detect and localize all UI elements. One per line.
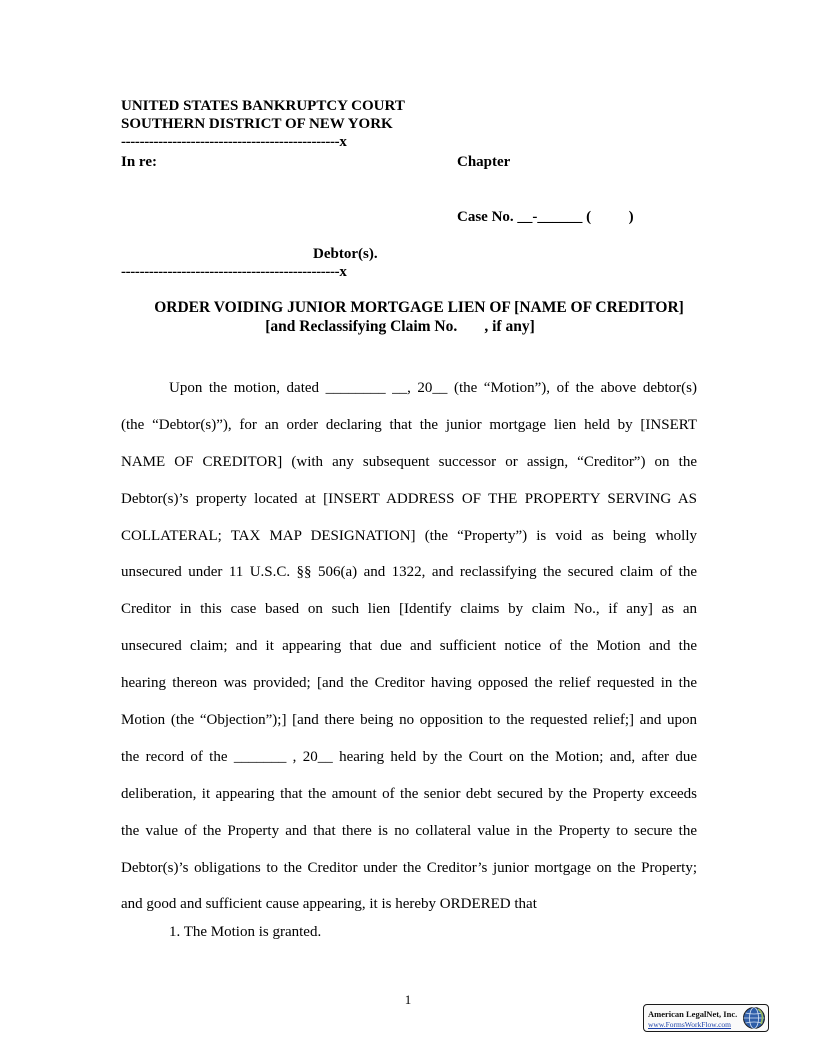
body-line: hearing thereon was provided; [and the Creditor having opposed the relief requested in the <box>121 675 697 692</box>
caption-rule-top: -----------------------------------------------x <box>121 134 347 150</box>
court-name: UNITED STATES BANKRUPTCY COURT <box>121 98 405 114</box>
page-number: 1 <box>404 992 412 1007</box>
body-line: unsecured claim; and it appearing that due and sufficient notice of the Motion and the <box>121 638 697 655</box>
order-subtitle: [and Reclassifying Claim No. , if any] <box>265 318 535 335</box>
globe-icon <box>742 1006 766 1030</box>
body-line: Debtor(s)’s obligations to the Creditor under the Creditor’s junior mortgage on the Property; <box>121 859 697 876</box>
body-line: and good and sufficient cause appearing, it is hereby ORDERED that <box>121 896 537 913</box>
body-line: the value of the Property and that there is no collateral value in the Property to secure the <box>121 822 697 839</box>
body-line: Motion (the “Objection”);] [and there being no opposition to the requested relief;] and upon <box>121 712 697 729</box>
footer-logo-url[interactable]: www.FormsWorkFlow.com <box>648 1020 732 1029</box>
debtor-label: Debtor(s). <box>313 246 378 262</box>
order-title: ORDER VOIDING JUNIOR MORTGAGE LIEN OF [NAME OF CREDITOR] <box>154 299 684 316</box>
body-line: deliberation, it appearing that the amount of the senior debt secured by the Property exceeds <box>121 785 697 802</box>
court-district: SOUTHERN DISTRICT OF NEW YORK <box>121 116 393 132</box>
body-line: Debtor(s)’s property located at [INSERT ADDRESS OF THE PROPERTY SERVING AS <box>121 490 697 507</box>
ordered-item-1: 1. The Motion is granted. <box>169 924 322 940</box>
footer-logo-name: American LegalNet, Inc. <box>648 1009 738 1019</box>
chapter-label: Chapter <box>457 154 511 170</box>
footer-logo[interactable] <box>643 1004 769 1032</box>
in-re-label: In re: <box>121 154 157 170</box>
body-line: Upon the motion, dated ________ __, 20__ (the “Motion”), of the above debtor(s) <box>169 380 697 396</box>
body-line: COLLATERAL; TAX MAP DESIGNATION] (the “Property”) is void as being wholly <box>121 527 697 544</box>
body-line: (the “Debtor(s)”), for an order declaring that the junior mortgage lien held by [INSERT <box>121 416 697 433</box>
body-line: Creditor in this case based on such lien [Identify claims by claim No., if any] as an <box>121 601 697 618</box>
body-line: the record of the _______ , 20__ hearing held by the Court on the Motion; and, after due <box>121 748 697 765</box>
body-line: NAME OF CREDITOR] (with any subsequent successor or assign, “Creditor”) on the <box>121 453 697 470</box>
body-line: unsecured under 11 U.S.C. §§ 506(a) and 1322, and reclassifying the secured claim of the <box>121 564 697 581</box>
caption-rule-bottom: -----------------------------------------------x <box>121 264 347 280</box>
case-number: Case No. __-______ ( ) <box>457 209 634 225</box>
order-body <box>121 370 697 923</box>
